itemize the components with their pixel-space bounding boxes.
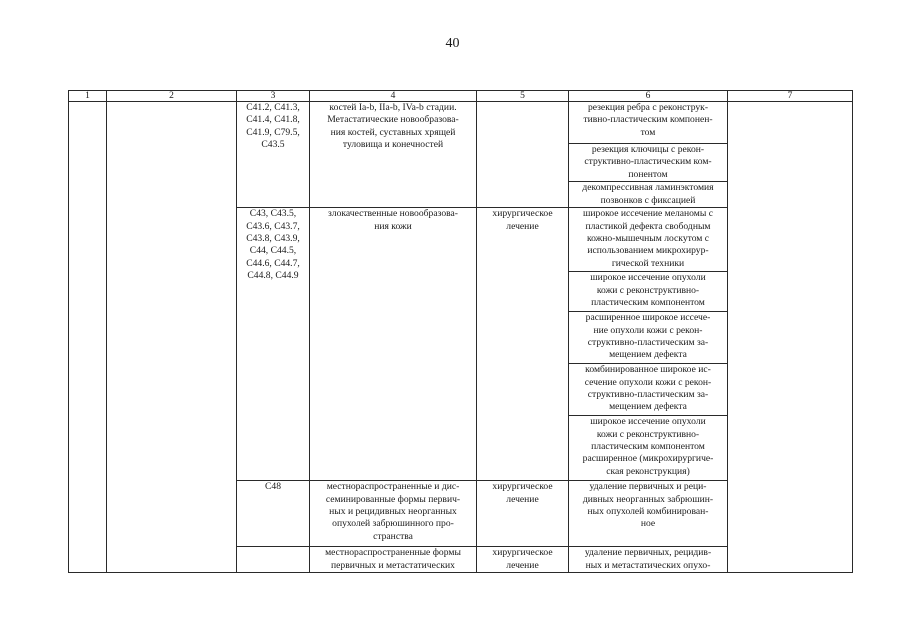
column-number: 1 xyxy=(69,91,107,102)
diagnosis-cell: костей Ia-b, IIa-b, IVa-b стадии. Метастатические новообразова- ния костей, суставных хрящей туловища и конечностей xyxy=(310,102,477,208)
column-number: 6 xyxy=(569,91,728,102)
icd-codes-cell: C48 xyxy=(237,481,310,547)
column-number: 4 xyxy=(310,91,477,102)
diagnosis-cell: местнораспространенные формы первичных и метастатических xyxy=(310,547,477,573)
method-cell: комбинированное широкое ис- сечение опухоли кожи с рекон- структивно-пластическим за- мещением дефекта xyxy=(569,364,728,416)
icd-codes-cell: C43, C43.5, C43.6, C43.7, C43.8, C43.9, C44, C44.5, C44.6, C44.7, C44.8, C44.9 xyxy=(237,208,310,481)
method-cell: широкое иссечение опухоли кожи с реконструктивно- пластическим компонентом xyxy=(569,272,728,312)
method-cell: широкое иссечение меланомы с пластикой дефекта свободным кожно-мышечным лоскутом с использованием микрохирур- гической техники xyxy=(569,208,728,272)
medical-procedures-table xyxy=(68,90,853,573)
method-cell: резекция ключицы с рекон- структивно-пластическим ком- понентом xyxy=(569,144,728,182)
treatment-cell: хирургическое лечение xyxy=(477,547,569,573)
table-row xyxy=(69,102,853,144)
col7-cell xyxy=(728,102,853,573)
treatment-cell xyxy=(477,102,569,208)
col1-cell xyxy=(69,102,107,573)
method-cell: расширенное широкое иссече- ние опухоли кожи с рекон- структивно-пластическим за- мещением дефекта xyxy=(569,312,728,364)
icd-codes-cell xyxy=(237,547,310,573)
treatment-cell: хирургическое лечение xyxy=(477,208,569,481)
page-number: 40 xyxy=(445,36,460,51)
column-number-row xyxy=(69,91,853,102)
treatment-cell: хирургическое лечение xyxy=(477,481,569,547)
method-cell: удаление первичных, рецидив- ных и метастатических опухо- xyxy=(569,547,728,573)
column-number: 2 xyxy=(107,91,237,102)
column-number: 7 xyxy=(728,91,853,102)
diagnosis-cell: злокачественные новообразова- ния кожи xyxy=(310,208,477,481)
method-cell: резекция ребра с реконструк- тивно-пластическим компонен- том xyxy=(569,102,728,144)
method-cell: удаление первичных и реци- дивных неорганных забрюшин- ных опухолей комбинирован- ное xyxy=(569,481,728,547)
method-cell: широкое иссечение опухоли кожи с реконструктивно- пластическим компонентом расширенное (микрохирургиче- ская реконструкция) xyxy=(569,416,728,481)
column-number: 5 xyxy=(477,91,569,102)
column-number: 3 xyxy=(237,91,310,102)
method-cell: декомпрессивная ламинэктомия позвонков с фиксацией xyxy=(569,182,728,208)
col2-cell xyxy=(107,102,237,573)
icd-codes-cell: C41.2, C41.3, C41.4, C41.8, C41.9, C79.5, C43.5 xyxy=(237,102,310,208)
diagnosis-cell: местнораспространенные и дис- семинированные формы первич- ных и рецидивных неорганных опухолей забрюшинного про- странства xyxy=(310,481,477,547)
